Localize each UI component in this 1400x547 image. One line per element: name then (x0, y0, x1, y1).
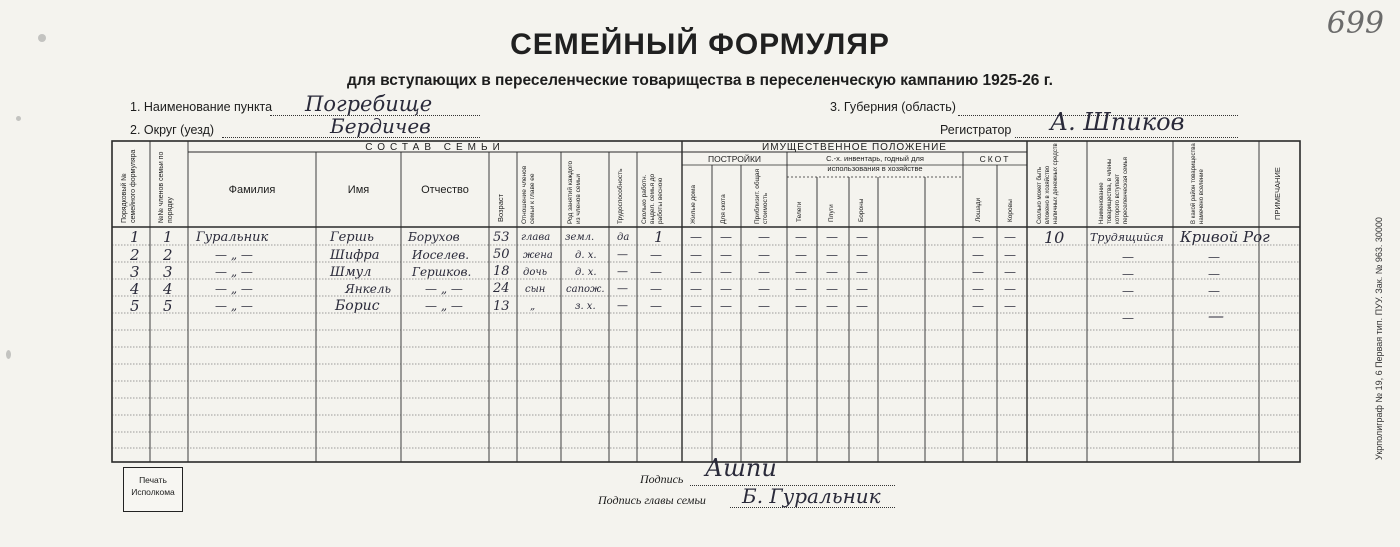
head-signature-value: Б. Гуральник (742, 484, 881, 508)
cell-loshadi: — (972, 230, 984, 244)
printer-imprint: Укрполиграф № 19, 6 Первая тип. ПУУ. Зак. № 963. 30000 (1374, 217, 1384, 460)
signature-label: Подпись (640, 472, 684, 486)
zhiloy-dom-header: Жилые дома (690, 184, 697, 224)
cell-rod: д. х. (575, 250, 597, 261)
cell-por: 2 (130, 246, 140, 264)
cell-por: 5 (130, 297, 140, 315)
rod-zanyatiy-header: Род занятий каждого из членов семьи (567, 160, 582, 224)
cell-trud: — (617, 265, 628, 278)
cell-stoim: — (758, 265, 770, 279)
cell-familiya: — „ — (215, 299, 253, 313)
cell-rab: — (650, 282, 662, 296)
nn-header: №№ членов семьи по порядку (158, 151, 174, 223)
cell-stoim: — (758, 248, 770, 262)
cell-por: 4 (130, 280, 140, 298)
cell-plugi: — (826, 230, 838, 244)
cell-rab: — (650, 299, 662, 313)
cell-korovy: — (1004, 265, 1016, 279)
registrator-label: Регистратор (940, 123, 1012, 137)
otchestvo-header: Отчество (421, 184, 469, 196)
borony-header: Бороны (858, 198, 865, 222)
cell-skota: — (720, 248, 732, 262)
cell-tovar: — (1122, 284, 1134, 298)
cell-skota: — (720, 265, 732, 279)
cell-dom: — (690, 282, 702, 296)
cell-nn: 5 (163, 297, 173, 315)
cell-imya: Янкель (345, 282, 392, 296)
cell-trud: — (617, 282, 628, 295)
cell-tovar: Трудящийся (1090, 231, 1164, 244)
plugi-header: Плуги (828, 204, 835, 222)
cell-vozrast: 24 (493, 281, 510, 296)
cell-stoim: — (758, 230, 770, 244)
cell-rayon: — (1208, 250, 1220, 264)
cell-vozrast: 53 (493, 230, 510, 245)
head-signature-label: Подпись главы семьи (598, 493, 706, 507)
postroyki-header: ПОСТРОЙКИ (707, 154, 762, 164)
dlya-skota-header: Для скота (720, 194, 727, 224)
inventar-header: С.-х. инвентарь, годный для использования в хозяйстве (826, 154, 924, 173)
cell-tovar: — (1122, 267, 1134, 281)
cell-trud: — (617, 299, 628, 312)
imush-header: ИМУЩЕСТВЕННОЕ ПОЛОЖЕНИЕ (762, 142, 947, 153)
cell-rod: д. х. (575, 267, 597, 278)
cell-korovy: — (1004, 282, 1016, 296)
cell-otchestvo: — „ — (425, 299, 463, 313)
skot-header: СКОТ (979, 154, 1011, 164)
skolko-sredstv-header: Сколько может быть вложено в хозяйство наличных денежных средств (1037, 143, 1059, 224)
cell-rayon: Кривой Рог (1180, 228, 1270, 246)
cell-dom: — (690, 230, 702, 244)
otnoshenie-header: Отношение членов семьи к главе ее (521, 165, 536, 224)
cell-imya: Шмул (330, 265, 372, 280)
cell-telegi: — (795, 230, 807, 244)
cell-vozrast: 50 (493, 247, 510, 262)
cell-nn: 4 (163, 280, 173, 298)
cell-rod: сапож. (566, 284, 605, 295)
cell-borony: — (856, 299, 868, 313)
cell-nn: 1 (163, 228, 173, 246)
cell-stoim: — (758, 299, 770, 313)
cell-por: 3 (130, 263, 140, 281)
cell-dom: — (690, 248, 702, 262)
familiya-header: Фамилия (228, 184, 276, 196)
cell-borony: — (856, 282, 868, 296)
cell-otchestvo: Гершков. (412, 265, 472, 279)
primechanie-header: ПРИМЕЧАНИЕ (1273, 167, 1282, 220)
cell-korovy: — (1004, 230, 1016, 244)
cell-rod: з. х. (575, 301, 596, 312)
cell-nn: 3 (163, 263, 173, 281)
cell-vozrast: 18 (493, 264, 510, 279)
trudosp-header: Трудоспособность (617, 168, 624, 224)
cell-borony: — (856, 230, 868, 244)
cell-otnoshenie: дочь (523, 267, 548, 278)
form-title: СЕМЕЙНЫЙ ФОРМУЛЯР (510, 28, 890, 61)
signature-value: Ашпи (705, 454, 777, 482)
cell-telegi: — (795, 299, 807, 313)
cell-otnoshenie: жена (523, 250, 553, 261)
cell-imya: Гершь (330, 230, 375, 245)
cell-plugi: — (826, 265, 838, 279)
cell-telegi: — (795, 282, 807, 296)
cell-otnoshenie: глава (521, 232, 551, 243)
cell-dom: — (690, 299, 702, 313)
cell-familiya: — „ — (215, 265, 253, 279)
cell-otchestvo: Борухов (408, 230, 460, 244)
registrator-value: А. Шпиков (1050, 108, 1185, 136)
cell-loshadi: — (972, 299, 984, 313)
cell-borony: — (856, 265, 868, 279)
form-subtitle: для вступающих в переселенческие товарищества в переселенческую кампанию 1925-26 г. (347, 72, 1053, 89)
cell-telegi: — (795, 265, 807, 279)
cell-sredstva: 10 (1044, 228, 1065, 247)
imya-header: Имя (347, 184, 370, 196)
cell-trud: да (617, 232, 630, 243)
por-num-header: Порядковый № семейного формуляра (121, 149, 137, 223)
loshadi-header: Лошади (975, 197, 982, 222)
korovy-header: Коровы (1007, 199, 1014, 222)
cell-familiya: Гуральник (196, 230, 269, 245)
cell-telegi: — (795, 248, 807, 262)
okrug-label: 2. Округ (уезд) (130, 123, 215, 137)
stamp-box (123, 467, 183, 512)
cell-plugi: — (826, 282, 838, 296)
cell-familiya: — „ — (215, 248, 253, 262)
cell-rayon: — (1208, 284, 1220, 298)
page-number: 699 (1326, 6, 1384, 41)
cell-stoim: — (758, 282, 770, 296)
cell-korovy: — (1004, 299, 1016, 313)
cell-plugi: — (826, 299, 838, 313)
naim-tovar-header: Наименование товарищества, в члены которого вступает переселенческая семья (1099, 157, 1129, 224)
cell-por: 1 (130, 228, 140, 246)
cell-vozrast: 13 (493, 299, 510, 314)
cell-familiya: — „ — (215, 282, 253, 296)
cell-skota: — (720, 299, 732, 313)
punkt-label: 1. Наименование пункта (130, 100, 273, 114)
cell-rab: — (650, 265, 662, 279)
cell-dom: — (690, 265, 702, 279)
sostav-header: СОСТАВ СЕМЬИ (365, 142, 505, 153)
cell-otchestvo: Иоселев. (412, 248, 470, 262)
cell-rayon: — (1208, 267, 1220, 281)
cell-tovar: — (1122, 250, 1134, 264)
punkt-value: Погребище (305, 92, 433, 116)
cell-skota: — (720, 282, 732, 296)
cell-loshadi: — (972, 265, 984, 279)
cell-imya: Борис (335, 298, 380, 314)
cell-plugi: — (826, 248, 838, 262)
cell-skota: — (720, 230, 732, 244)
cell-korovy: — (1004, 248, 1016, 262)
pribl-stoim-header: Приблизит. общая стоимость (754, 168, 769, 224)
cell-rod: земл. (565, 232, 595, 243)
cell-loshadi: — (972, 282, 984, 296)
vozrast-header: Возраст (496, 193, 505, 222)
telegi-header: Телеги (796, 201, 803, 222)
cell-borony: — (856, 248, 868, 262)
rabotn-header: Сколько работн. выдел. семья до работы весною (641, 173, 664, 224)
cell-tovar: — (1122, 311, 1134, 325)
cell-loshadi: — (972, 248, 984, 262)
cell-rayon: — (1208, 306, 1224, 325)
stamp-line-1: Печать (139, 475, 167, 485)
rayon-header: В какой район товарищества намечено вселение (1191, 143, 1205, 224)
cell-otchestvo: — „ — (425, 282, 463, 296)
cell-nn: 2 (163, 246, 173, 264)
okrug-value: Бердичев (330, 114, 431, 138)
cell-rab: — (650, 248, 662, 262)
cell-rab: 1 (654, 228, 664, 246)
guberniya-label: 3. Губерния (область) (830, 100, 956, 114)
cell-otnoshenie: сын (525, 284, 546, 295)
cell-imya: Шифра (330, 248, 380, 263)
cell-trud: — (617, 248, 628, 261)
stamp-line-2: Исполкома (131, 487, 175, 497)
cell-otnoshenie: „ (530, 301, 536, 312)
